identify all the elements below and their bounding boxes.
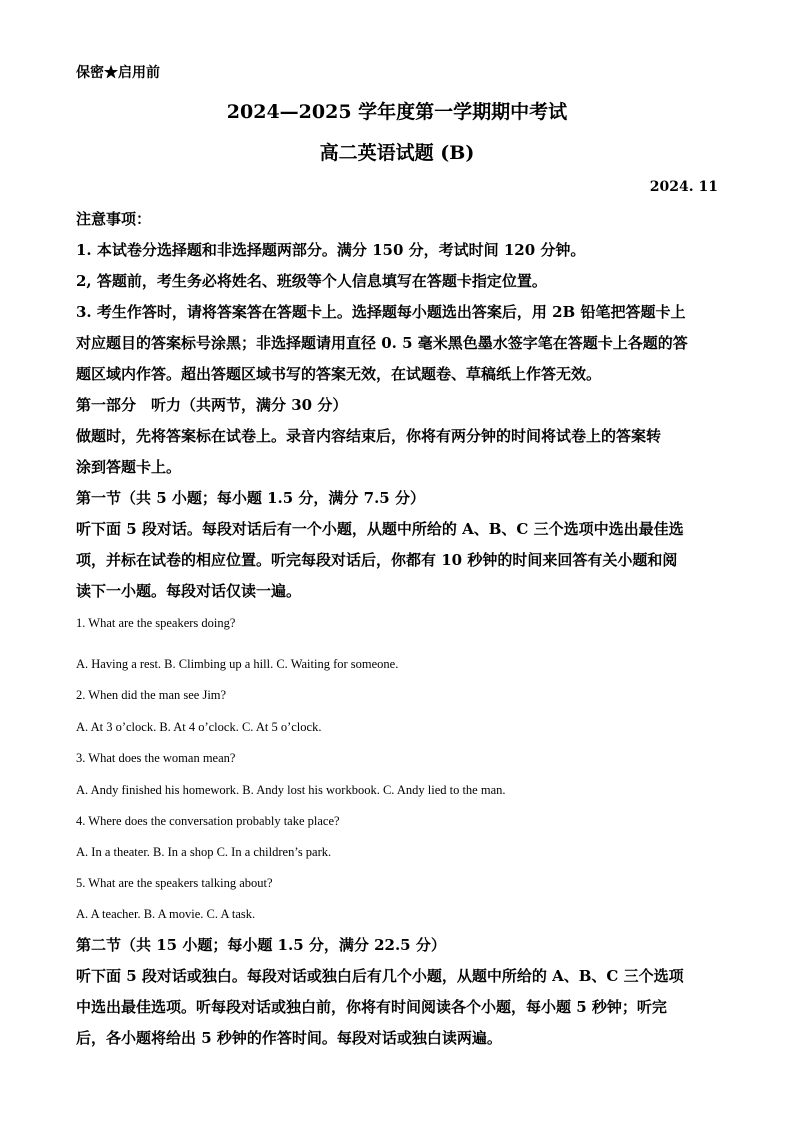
part1-intro-line-2: 涂到答题卡上。 bbox=[76, 458, 182, 476]
confidential-label: 保密★启用前 bbox=[76, 65, 160, 81]
question-3: 3. What does the woman mean? bbox=[76, 751, 236, 765]
notes-item-3-line-2: 对应题目的答案标号涂黑；非选择题请用直径 0. 5 毫米黑色墨水签字笔在答题卡上各题的答 bbox=[76, 334, 688, 352]
section1-heading: 第一节（共 5 小题；每小题 1.5 分，满分 7.5 分） bbox=[76, 489, 425, 507]
section2-intro-line-2: 中选出最佳选项。听每段对话或独白前，你将有时间阅读各个小题，每小题 5 秒钟；听完 bbox=[76, 998, 667, 1016]
notes-item-3-line-1: 3. 考生作答时，请将答案答在答题卡上。选择题每小题选出答案后，用 2B 铅笔把答题卡上 bbox=[76, 303, 686, 321]
question-4-options: A. In a theater. B. In a shop C. In a children’s park. bbox=[76, 845, 332, 859]
question-3-options: A. Andy finished his homework. B. Andy lost his workbook. C. Andy lied to the man. bbox=[76, 783, 506, 797]
notes-item-3-line-3: 题区域内作答。超出答题区域书写的答案无效，在试题卷、草稿纸上作答无效。 bbox=[76, 365, 602, 383]
question-2-options: A. At 3 o’clock. B. At 4 o’clock. C. At 5 o’clock. bbox=[76, 720, 322, 734]
exam-subtitle: 高二英语试题 (B) bbox=[319, 142, 475, 164]
section2-intro-line-1: 听下面 5 段对话或独白。每段对话或独白后有几个小题，从题中所给的 A、B、C 三个选项 bbox=[76, 967, 684, 985]
question-1-options: A. Having a rest. B. Climbing up a hill. C. Waiting for someone. bbox=[76, 657, 399, 671]
notes-item-2: 2, 答题前，考生务必将姓名、班级等个人信息填写在答题卡指定位置。 bbox=[76, 272, 547, 290]
question-4: 4. Where does the conversation probably take place? bbox=[76, 814, 340, 828]
notes-item-1: 1. 本试卷分选择题和非选择题两部分。满分 150 分，考试时间 120 分钟。 bbox=[76, 241, 586, 259]
section1-intro-line-3: 读下一小题。每段对话仅读一遍。 bbox=[76, 582, 302, 600]
section1-intro-line-1: 听下面 5 段对话。每段对话后有一个小题，从题中所给的 A、B、C 三个选项中选出最佳选 bbox=[76, 520, 684, 538]
exam-title: 2024—2025 学年度第一学期期中考试 bbox=[226, 101, 568, 123]
section1-intro-line-2: 项，并标在试卷的相应位置。听完每段对话后，你都有 10 秒钟的时间来回答有关小题和阅 bbox=[76, 551, 678, 569]
section2-intro-line-3: 后，各小题将给出 5 秒钟的作答时间。每段对话或独白读两遍。 bbox=[76, 1029, 502, 1047]
part1-intro-line-1: 做题时，先将答案标在试卷上。录音内容结束后，你将有两分钟的时间将试卷上的答案转 bbox=[76, 427, 662, 445]
section2-heading: 第二节（共 15 小题；每小题 1.5 分，满分 22.5 分） bbox=[76, 936, 446, 954]
exam-date: 2024. 11 bbox=[649, 179, 718, 195]
part1-heading: 第一部分 听力（共两节，满分 30 分） bbox=[76, 396, 348, 414]
question-2: 2. When did the man see Jim? bbox=[76, 688, 227, 702]
notes-heading: 注意事项： bbox=[76, 210, 152, 228]
question-1: 1. What are the speakers doing? bbox=[76, 616, 236, 630]
question-5-options: A. A teacher. B. A movie. C. A task. bbox=[76, 907, 256, 921]
question-5: 5. What are the speakers talking about? bbox=[76, 876, 273, 890]
